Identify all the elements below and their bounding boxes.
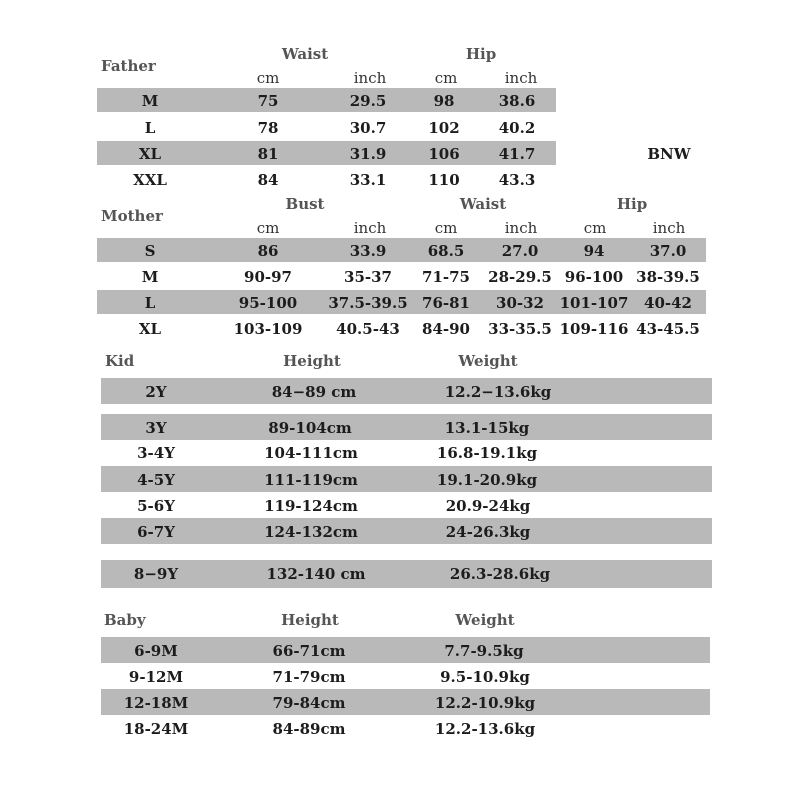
- kid-cell: 89-104cm: [268, 419, 352, 437]
- kid-cell: 16.8-19.1kg: [436, 444, 538, 462]
- mother-cell: 95-100: [238, 294, 298, 312]
- father-unit-inch: inch: [353, 69, 387, 87]
- father-cell: L: [144, 119, 156, 137]
- mother-unit-cm: cm: [434, 219, 458, 237]
- kid-cell: 84−89 cm: [271, 383, 357, 401]
- mother-cell: 109-116: [559, 320, 629, 338]
- father-cell: 78: [257, 119, 279, 137]
- kid-cell: 13.1-15kg: [444, 419, 530, 437]
- mother-unit-cm: cm: [256, 219, 280, 237]
- kid-cell: 2Y: [145, 383, 167, 401]
- mother-cell: 28-29.5: [488, 268, 552, 286]
- mother-cell: 76-81: [422, 294, 470, 312]
- baby-cell: 9-12M: [128, 668, 184, 686]
- father-cell: 98: [433, 92, 455, 110]
- father-cell: 102: [428, 119, 460, 137]
- mother-cell: S: [144, 242, 156, 260]
- father-cell: XXL: [133, 171, 167, 189]
- kid-cell: 24-26.3kg: [445, 523, 531, 541]
- kid-header-weight: Weight: [458, 352, 518, 370]
- father-unit-cm: cm: [256, 69, 280, 87]
- baby-cell: 79-84cm: [272, 694, 346, 712]
- father-cell: 41.7: [498, 145, 536, 163]
- baby-row-band: [101, 689, 710, 715]
- mother-cell: 30-32: [496, 294, 544, 312]
- mother-cell: 38-39.5: [636, 268, 700, 286]
- mother-cell: 37.5-39.5: [328, 294, 408, 312]
- mother-cell: 90-97: [244, 268, 292, 286]
- baby-cell: 12.2-13.6kg: [434, 720, 536, 738]
- father-cell: 75: [257, 92, 279, 110]
- baby-section-title: Baby: [104, 611, 146, 629]
- father-cell: XL: [138, 145, 162, 163]
- father-cell: 84: [257, 171, 279, 189]
- kid-cell: 19.1-20.9kg: [436, 471, 538, 489]
- baby-cell: 18-24M: [123, 720, 189, 738]
- father-cell: 38.6: [498, 92, 536, 110]
- father-cell: 106: [428, 145, 460, 163]
- kid-cell: 8−9Y: [133, 565, 179, 583]
- mother-cell: 33-35.5: [488, 320, 552, 338]
- kid-cell: 104-111cm: [264, 444, 358, 462]
- mother-unit-inch: inch: [652, 219, 686, 237]
- mother-cell: 37.0: [649, 242, 687, 260]
- mother-cell: 71-75: [422, 268, 470, 286]
- mother-cell: 94: [583, 242, 605, 260]
- mother-unit-cm: cm: [583, 219, 607, 237]
- father-cell: 43.3: [498, 171, 536, 189]
- mother-cell: 96-100: [564, 268, 624, 286]
- baby-cell: 84-89cm: [272, 720, 346, 738]
- kid-cell: 3-4Y: [137, 444, 175, 462]
- mother-header-waist: Waist: [459, 195, 507, 213]
- mother-cell: 43-45.5: [636, 320, 700, 338]
- kid-cell: 20.9-24kg: [445, 497, 531, 515]
- father-unit-inch: inch: [504, 69, 538, 87]
- mother-cell: 68.5: [427, 242, 465, 260]
- mother-unit-inch: inch: [353, 219, 387, 237]
- father-cell: 40.2: [498, 119, 536, 137]
- father-cell: 81: [257, 145, 279, 163]
- mother-row-band: [97, 238, 706, 262]
- kid-cell: 111-119cm: [264, 471, 358, 489]
- baby-header-height: Height: [281, 611, 339, 629]
- baby-cell: 7.7-9.5kg: [444, 642, 524, 660]
- father-cell: 33.1: [349, 171, 387, 189]
- father-header-hip: Hip: [465, 45, 497, 63]
- father-section-title: Father: [101, 57, 156, 75]
- kid-row-band: [101, 466, 712, 492]
- kid-cell: 26.3-28.6kg: [449, 565, 551, 583]
- kid-cell: 12.2−13.6kg: [444, 383, 552, 401]
- father-header-waist: Waist: [281, 45, 329, 63]
- kid-section-title: Kid: [105, 352, 135, 370]
- mother-cell: 40.5-43: [336, 320, 400, 338]
- mother-cell: 86: [257, 242, 279, 260]
- baby-cell: 12.2-10.9kg: [434, 694, 536, 712]
- kid-cell: 3Y: [145, 419, 167, 437]
- side-label: BNW: [647, 145, 691, 163]
- kid-cell: 124-132cm: [264, 523, 358, 541]
- baby-cell: 9.5-10.9kg: [440, 668, 530, 686]
- kid-row-band: [101, 378, 712, 404]
- father-cell: 29.5: [349, 92, 387, 110]
- baby-cell: 12-18M: [123, 694, 189, 712]
- mother-cell: 40-42: [644, 294, 692, 312]
- kid-row-band: [101, 560, 712, 588]
- kid-cell: 4-5Y: [137, 471, 175, 489]
- father-cell: 110: [428, 171, 460, 189]
- baby-header-weight: Weight: [455, 611, 515, 629]
- mother-cell: 27.0: [501, 242, 539, 260]
- father-cell: M: [141, 92, 159, 110]
- mother-section-title: Mother: [101, 207, 163, 225]
- kid-row-band: [101, 518, 712, 544]
- mother-cell: M: [141, 268, 159, 286]
- mother-cell: 35-37: [344, 268, 392, 286]
- mother-cell: L: [144, 294, 156, 312]
- baby-cell: 6-9M: [134, 642, 178, 660]
- father-unit-cm: cm: [434, 69, 458, 87]
- baby-cell: 71-79cm: [272, 668, 346, 686]
- mother-cell: 103-109: [233, 320, 303, 338]
- father-row-band: [97, 141, 556, 165]
- kid-cell: 5-6Y: [137, 497, 175, 515]
- mother-unit-inch: inch: [504, 219, 538, 237]
- father-row-band: [97, 88, 556, 112]
- mother-cell: 101-107: [559, 294, 629, 312]
- mother-header-bust: Bust: [285, 195, 325, 213]
- mother-cell: 84-90: [422, 320, 470, 338]
- mother-cell: XL: [138, 320, 162, 338]
- mother-cell: 33.9: [349, 242, 387, 260]
- mother-header-hip: Hip: [616, 195, 648, 213]
- kid-header-height: Height: [283, 352, 341, 370]
- kid-cell: 119-124cm: [264, 497, 358, 515]
- kid-cell: 132-140 cm: [266, 565, 366, 583]
- baby-row-band: [101, 637, 710, 663]
- father-cell: 31.9: [349, 145, 387, 163]
- baby-cell: 66-71cm: [272, 642, 346, 660]
- kid-cell: 6-7Y: [137, 523, 175, 541]
- father-cell: 30.7: [349, 119, 387, 137]
- kid-row-band: [101, 414, 712, 440]
